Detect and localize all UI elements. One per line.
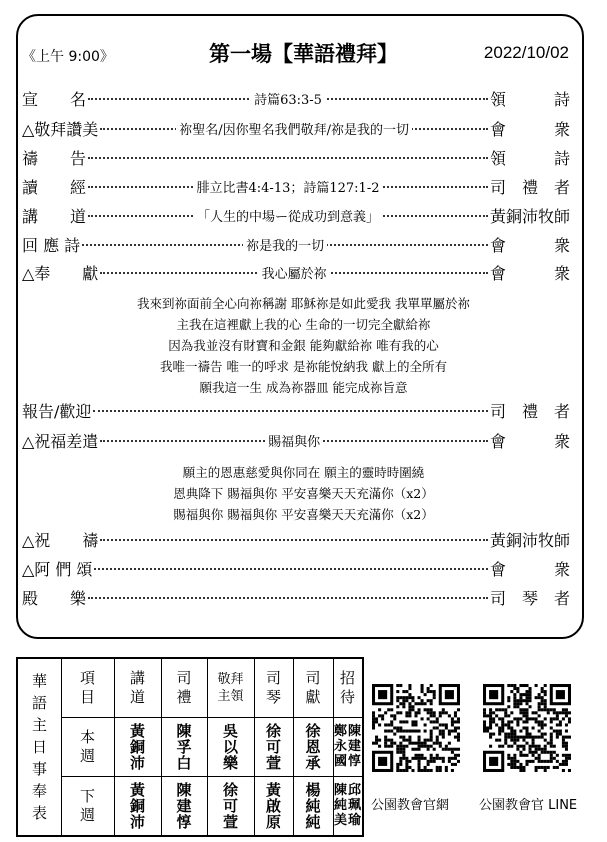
row-label-this-week: 本 週 <box>79 727 95 765</box>
order-leader: 司 琴 者 <box>489 588 570 608</box>
order-row <box>22 203 570 227</box>
serving-name: 黃 銅 沛 <box>129 780 145 831</box>
order-row <box>22 174 570 198</box>
lyric-line: 賜福與你 賜福與你 平安喜樂天天充滿你（x2） <box>173 507 434 522</box>
order-label: △阿 們 頌 <box>22 559 93 579</box>
role-header: 敬拜 主領 <box>217 672 244 704</box>
order-leader: 領 詩 <box>489 89 570 109</box>
qr-code-icon[interactable] <box>372 684 460 772</box>
dot-leader <box>94 556 488 580</box>
role-header: 講 道 <box>129 669 145 706</box>
service-time: 《上午 9:00》 <box>22 49 114 65</box>
order-label: 回 應 詩 <box>22 235 81 255</box>
order-label: △奉 獻 <box>22 263 99 283</box>
order-leader: 會 衆 <box>489 235 570 255</box>
order-row <box>22 527 570 551</box>
role-header: 司 禮 <box>176 669 192 706</box>
order-label: △敬拜讚美 <box>22 119 99 139</box>
schedule-title: 華 語 主 日 事 奉 表 <box>31 672 47 822</box>
order-label: 禱 告 <box>22 148 87 168</box>
lyric-line: 恩典降下 賜福與你 平安喜樂天天充滿你（x2） <box>173 486 434 501</box>
order-row <box>22 556 570 580</box>
role-header: 司 獻 <box>305 669 321 706</box>
lyric-line: 願我這一生 成為祢器皿 能完成祢旨意 <box>199 380 408 395</box>
serving-schedule-table <box>16 657 364 837</box>
order-item: 我心屬於祢 <box>259 263 330 282</box>
dot-leader <box>88 174 488 198</box>
order-leader: 司 禮 者 <box>489 401 570 421</box>
role-header: 招 待 <box>339 669 355 706</box>
order-label: △祝福差遣 <box>22 431 99 451</box>
order-item: 「人生的中場ー從成功到意義」 <box>194 206 382 225</box>
order-label: △祝 禱 <box>22 530 99 550</box>
serving-name: 吳 以 樂 <box>222 721 238 772</box>
dot-leader <box>100 260 488 284</box>
serving-name: 徐 可 萱 <box>265 721 281 772</box>
order-row <box>22 585 570 609</box>
dot-leader <box>100 527 488 551</box>
dot-leader <box>88 203 488 227</box>
serving-name: 徐 可 萱 <box>222 780 238 831</box>
role-header: 司 琴 <box>265 669 281 706</box>
dot-leader <box>88 86 488 110</box>
qr-caption-line: 公園教會官 LINE <box>479 798 578 813</box>
order-leader: 會 衆 <box>489 263 570 283</box>
order-item: 腓立比書4:4-13；詩篇127:1-2 <box>194 177 383 196</box>
order-row <box>22 232 570 256</box>
dot-leader <box>93 398 488 422</box>
order-label: 宣 名 <box>22 89 87 109</box>
serving-name: 陳 建 惇 <box>176 780 192 831</box>
service-date: 2022/10/02 <box>483 43 569 62</box>
lyric-line: 願主的恩惠慈愛與你同在 願主的靈時時圍繞 <box>182 465 425 480</box>
order-label: 讀 經 <box>22 177 87 197</box>
dot-leader <box>88 145 488 169</box>
serving-name: 楊 純 純 <box>305 780 321 831</box>
dot-leader <box>88 585 488 609</box>
order-row <box>22 145 570 169</box>
lyric-line: 因為我並沒有財寶和金銀 能夠獻給祢 唯有我的心 <box>168 338 439 353</box>
serving-name: 徐 恩 承 <box>305 721 321 772</box>
order-leader: 會 衆 <box>489 559 570 579</box>
order-row <box>22 398 570 422</box>
serving-name: 黃 啟 原 <box>265 780 281 831</box>
qr-caption-website: 公園教會官網 <box>371 798 450 813</box>
order-leader: 黃銅沛牧師 <box>489 206 570 226</box>
row-label-next-week: 下 週 <box>79 786 95 824</box>
item-header: 項 目 <box>79 669 95 706</box>
order-leader: 會 衆 <box>489 119 570 139</box>
lyric-line: 我來到祢面前全心向祢稱謝 耶穌祢是如此愛我 我單單屬於祢 <box>137 296 470 311</box>
order-label: 報告/歡迎 <box>22 401 92 421</box>
order-leader: 司 禮 者 <box>489 177 570 197</box>
serving-name: 邱 珮 瑜 陳 純 美 <box>333 783 362 828</box>
order-item: 詩篇63:3-5 <box>251 89 325 108</box>
dot-leader <box>82 232 488 256</box>
order-row <box>22 260 570 284</box>
qr-code-icon[interactable] <box>483 684 571 772</box>
order-row <box>22 86 570 110</box>
page-title: 第一場【華語禮拜】 <box>209 41 398 66</box>
order-row <box>22 428 570 452</box>
order-label: 講 道 <box>22 206 87 226</box>
serving-name: 陳 孚 白 <box>176 721 192 772</box>
order-item: 祢是我的一切 <box>243 235 327 254</box>
order-item: 祢聖名/因你聖名我們敬拜/祢是我的一切 <box>176 119 412 138</box>
order-row <box>22 116 570 140</box>
order-leader: 領 詩 <box>489 148 570 168</box>
dot-leader <box>100 428 488 452</box>
order-label: 殿 樂 <box>22 588 87 608</box>
dot-leader <box>100 116 488 140</box>
order-leader: 黃銅沛牧師 <box>489 530 570 550</box>
serving-name: 黃 銅 沛 <box>129 721 145 772</box>
lyric-line: 我唯一禱告 唯一的呼求 是祢能悅納我 獻上的全所有 <box>160 359 447 374</box>
order-leader: 會 衆 <box>489 431 570 451</box>
order-item: 賜福與你 <box>265 431 323 450</box>
serving-name: 陳 建 惇 鄭 永 國 <box>333 724 362 769</box>
lyric-line: 主我在這裡獻上我的心 生命的一切完全獻給祢 <box>176 317 431 332</box>
